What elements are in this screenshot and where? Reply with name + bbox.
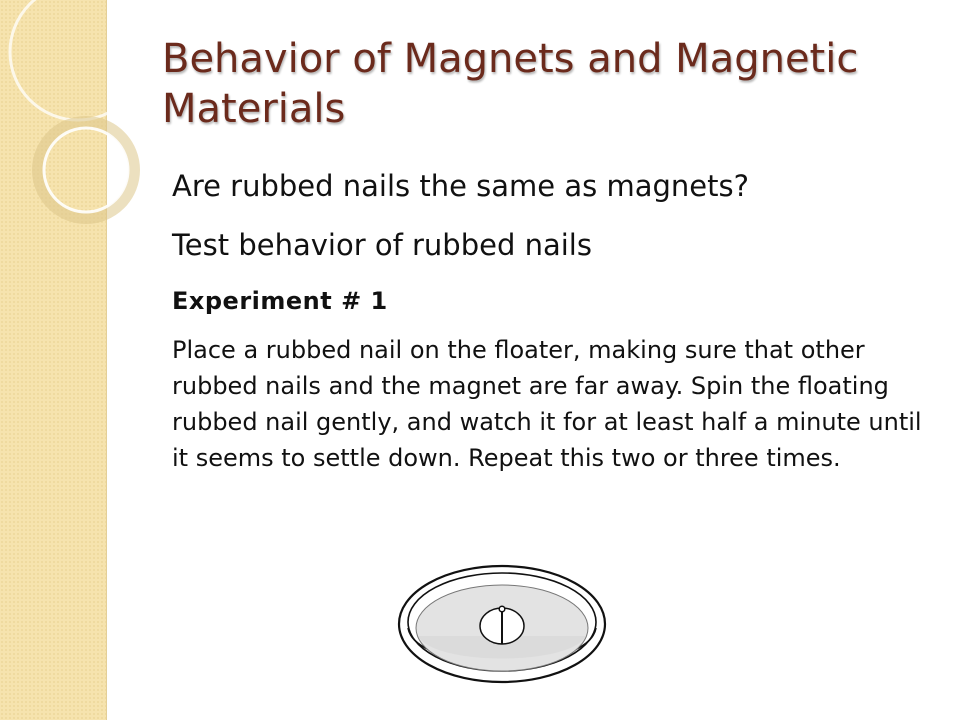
test-behavior-text: Test behavior of rubbed nails [172,228,592,262]
question-text: Are rubbed nails the same as magnets? [172,169,749,203]
experiment-instructions: Place a rubbed nail on the floater, making sure that other rubbed nails and the magnet are far away. Spin the floating rubbed nail gently, and watch it for at least half a minute until it seems to settle down. Repeat this two or three times. [172,336,922,472]
floating-nail-dish-illustration [394,562,610,716]
experiment-heading: Experiment # 1 [172,287,388,315]
slide-title: Behavior of Magnets and Magnetic Materials [162,36,859,132]
slide-body [172,166,932,476]
decorative-circles [0,0,160,260]
